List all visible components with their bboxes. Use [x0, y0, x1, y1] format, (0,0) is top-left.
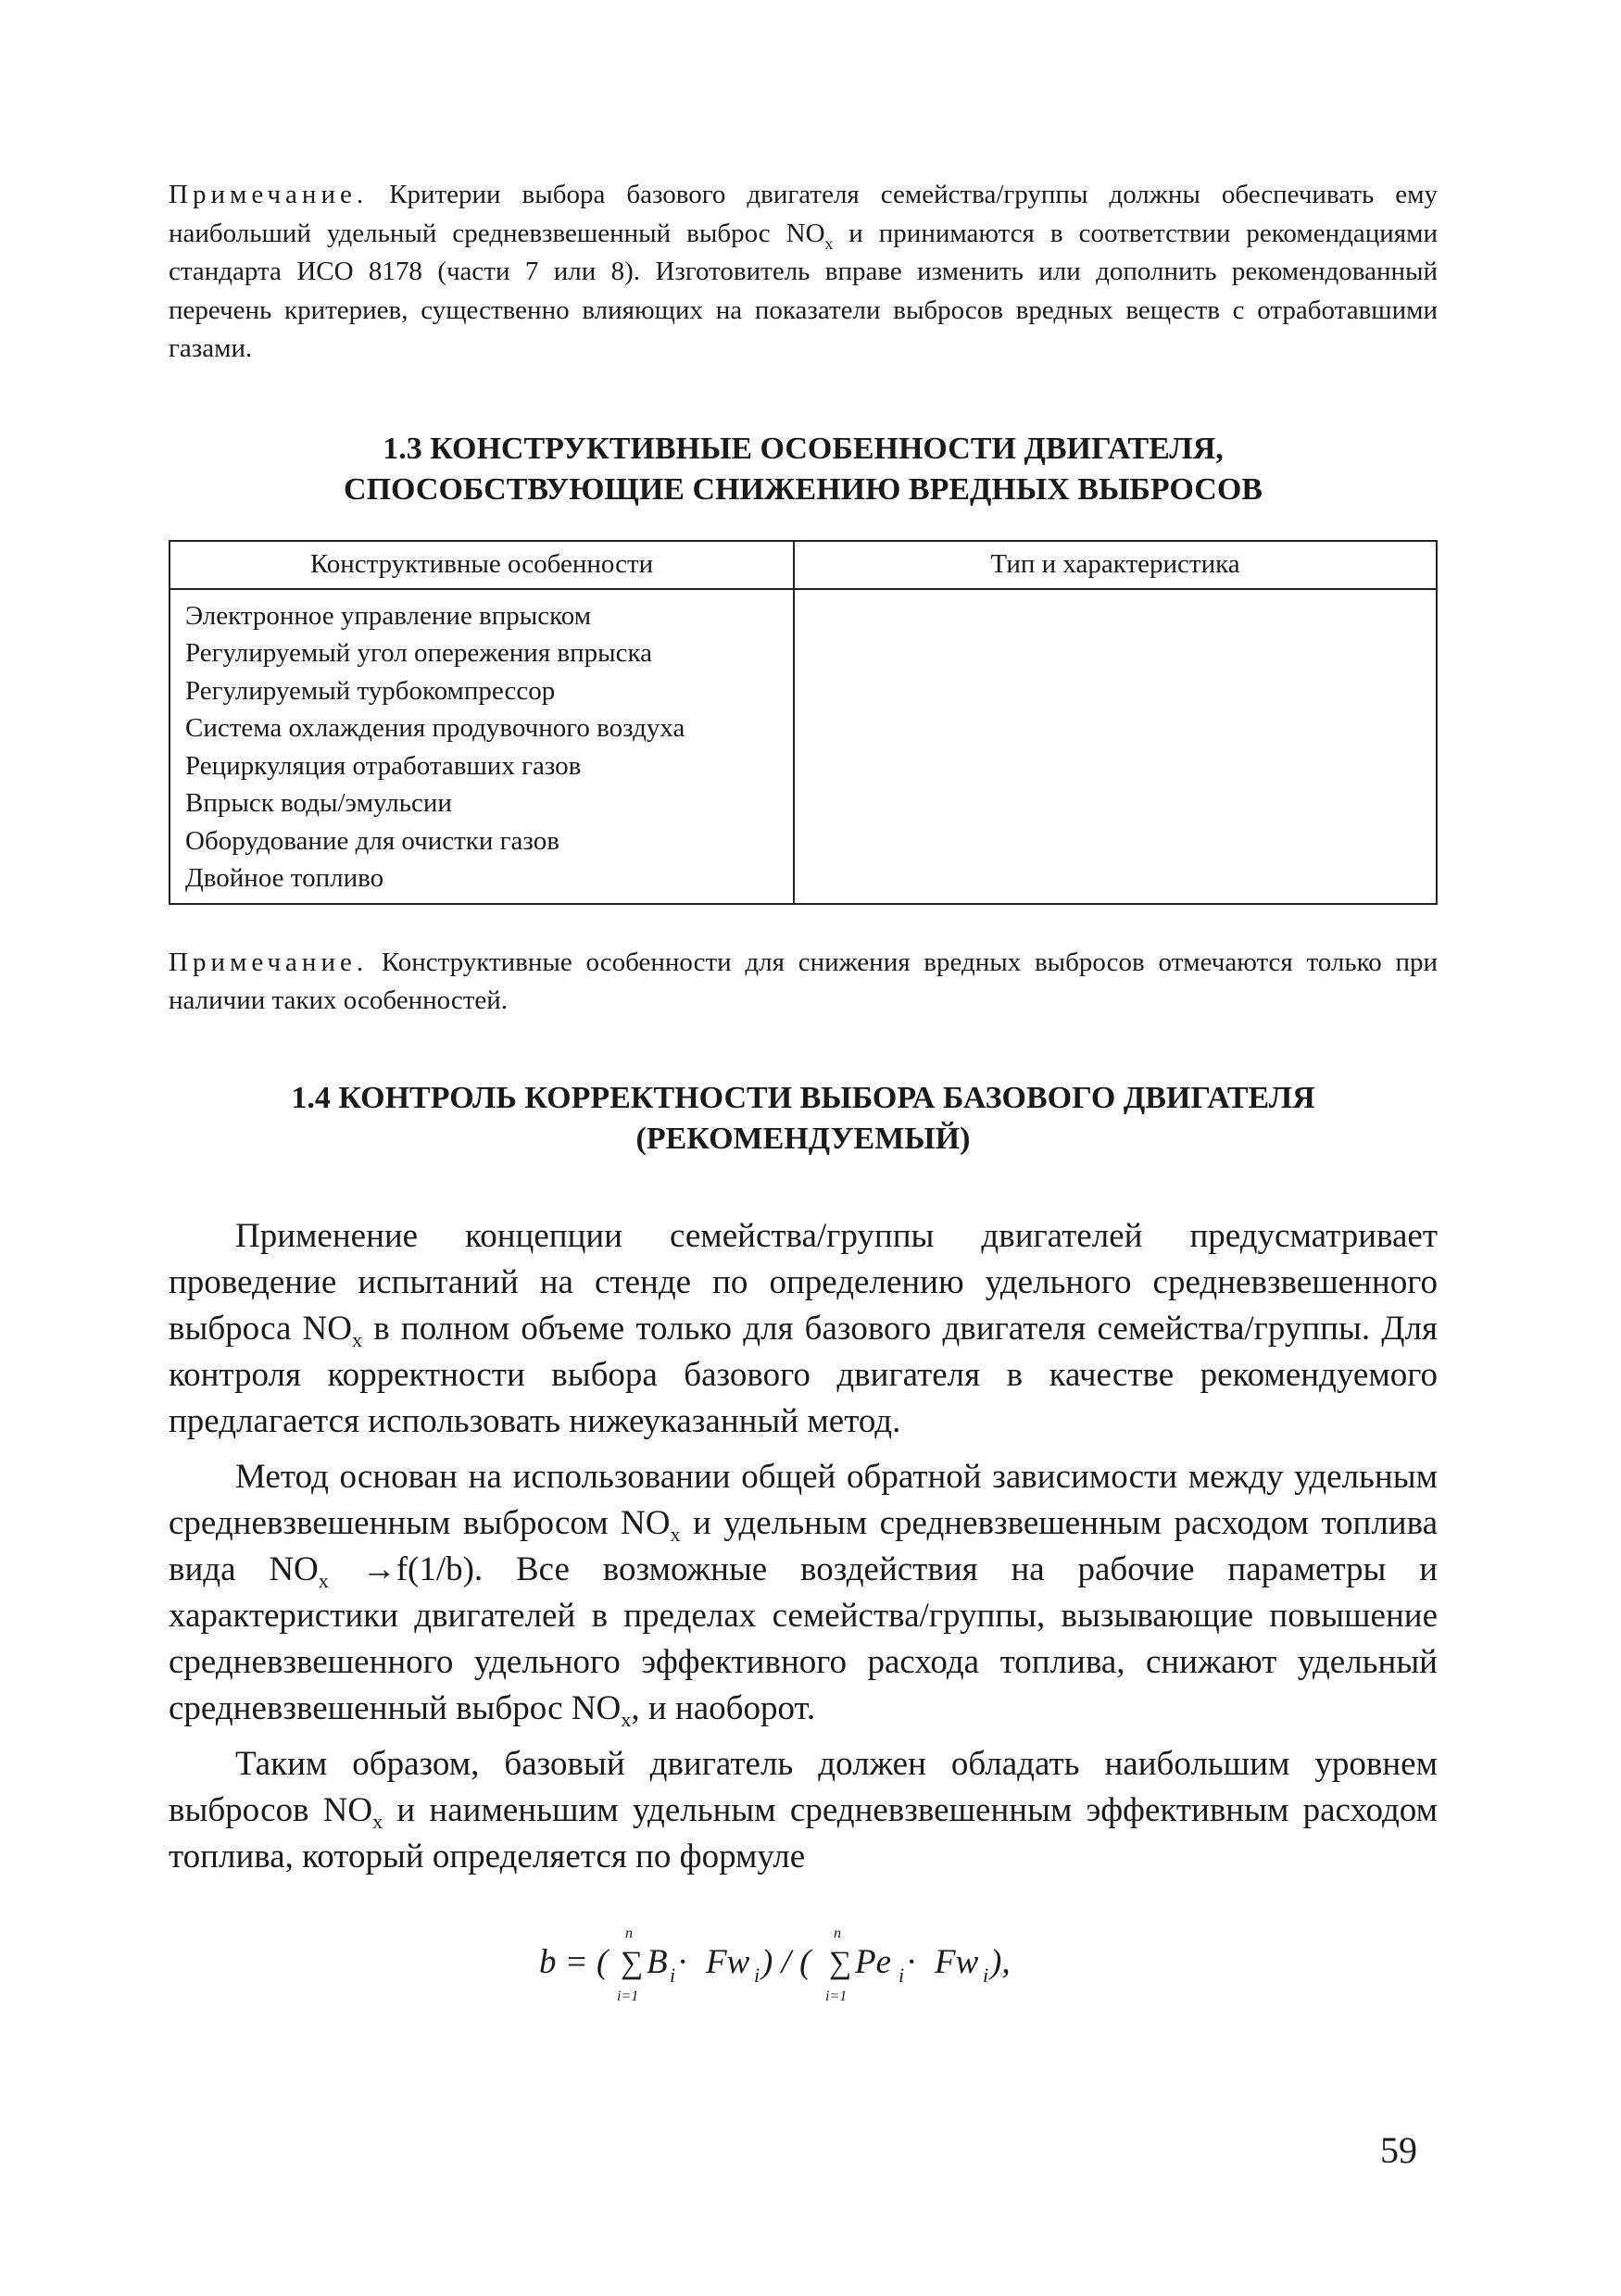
feature-item: Система охлаждения продувочного воздуха [185, 713, 685, 743]
formula-index: i [898, 1963, 905, 1987]
note-lead: Примечание. [169, 947, 369, 977]
document-page [169, 176, 1438, 2010]
formula-dot: · [678, 1942, 687, 1981]
sum-upper-limit: n [834, 1925, 841, 1941]
note-text: Конструктивные особенности для снижения вредных выбросов отмечаются только при наличии таких особенностей. [169, 947, 1438, 1015]
text-run: Метод основан на использовании общей обратной зависимости между удельным средневзвешенным выбросом NO [169, 1457, 1438, 1542]
note-text-part: и принимаются в соответствии рекомендациями стандарта ИСО 8178 (части 7 или 8). Изготовитель вправе изменить или дополнить рекомендованный перечень критериев, существенно влияющих на показатели выбросов вредных веществ с отработавшими газами. [169, 218, 1438, 363]
formula-term-pe: Pe [855, 1942, 892, 1981]
formula-svg [539, 1917, 1058, 2010]
heading-line: СПОСОБСТВУЮЩИЕ СНИЖЕНИЮ ВРЕДНЫХ ВЫБРОСОВ [344, 471, 1263, 507]
feature-item: Рециркуляция отработавших газов [185, 750, 582, 781]
heading-line: 1.3 КОНСТРУКТИВНЫЕ ОСОБЕННОСТИ ДВИГАТЕЛЯ, [383, 431, 1224, 466]
subscript-x: x [372, 1809, 383, 1833]
formula-dot: · [907, 1942, 916, 1981]
subscript-x: x [824, 233, 834, 253]
sum-symbol: ∑ [829, 1945, 852, 1980]
feature-item: Двойное топливо [185, 863, 384, 893]
note-lead: Примечание. [169, 180, 369, 209]
formula-lhs: b = ( [539, 1942, 609, 1981]
subscript-x: x [670, 1522, 681, 1546]
text-run: и наименьшим удельным средневзвешенным эффективным расходом топлива, который определяется по формуле [169, 1790, 1438, 1876]
note-text-part: Критерии выбора базового двигателя семейства/группы должны обеспечивать ему наибольший удельный средневзвешенный выброс NO [169, 180, 1438, 248]
page-number: 59 [1380, 2129, 1417, 2171]
column-header-type: Тип и характеристика [794, 541, 1437, 589]
feature-item: Регулируемый угол опережения впрыска [185, 638, 652, 668]
heading-line: (РЕКОМЕНДУЕМЫЙ) [635, 1121, 971, 1156]
formula-index: i [670, 1963, 676, 1987]
table-row [170, 589, 1437, 904]
features-cell [170, 589, 794, 904]
design-features-table [169, 540, 1438, 905]
sum-upper-limit: n [625, 1925, 633, 1941]
subscript-x: x [318, 1568, 329, 1592]
formula-fw: Fw [706, 1942, 750, 1981]
text-run: и удельным средневзвешенным расходом топлива вида NO [169, 1503, 1439, 1588]
formula-mid: ) / ( [761, 1942, 811, 1981]
sum-lower-limit: i=1 [825, 1988, 848, 2004]
feature-item: Электронное управление впрыском [185, 600, 592, 631]
type-cell [794, 589, 1437, 904]
section-heading-1-4 [169, 1078, 1438, 1160]
text-run: , и наоборот. [631, 1688, 816, 1727]
feature-item: Впрыск воды/эмульсии [185, 788, 452, 818]
column-header-features: Конструктивные особенности [170, 541, 794, 589]
body-paragraph [169, 1454, 1438, 1732]
feature-item: Оборудование для очистки газов [185, 825, 559, 856]
table-header-row [170, 541, 1437, 589]
formula-fw: Fw [935, 1942, 979, 1981]
text-run: в полном объеме только для базового двигателя семейства/группы. Для контроля корректности выбора базового двигателя в качестве рекомендуемого предлагается использовать нижеуказанный метод. [169, 1309, 1438, 1440]
note-criteria [169, 176, 1438, 369]
sum-lower-limit: i=1 [617, 1988, 639, 2004]
text-run: Применение концепции семейства/группы двигателей предусматривает проведение испытаний на стенде по определению удельного средневзвешенного выброса NO [169, 1216, 1438, 1348]
text-run: Таким образом, базовый двигатель должен обладать наибольшим уровнем выбросов NO [169, 1744, 1438, 1829]
note-features [169, 944, 1438, 1021]
formula-end: ), [990, 1942, 1011, 1981]
body-paragraph [169, 1741, 1438, 1880]
heading-line: 1.4 КОНТРОЛЬ КОРРЕКТНОСТИ ВЫБОРА БАЗОВОГО ДВИГАТЕЛЯ [291, 1080, 1315, 1115]
text-run: →f(1/b). Все возможные воздействия на рабочие параметры и характеристики двигателей в пределах семейства/группы, вызывающие повышение средневзвешенного удельного эффективного расхода топлива, снижают удельный средневзвешенный выброс NO [169, 1549, 1438, 1727]
formula-term-b: B [647, 1942, 668, 1981]
subscript-x: x [352, 1327, 363, 1351]
feature-item: Регулируемый турбокомпрессор [185, 675, 556, 706]
fuel-consumption-formula [169, 1917, 1438, 2010]
section-heading-1-3 [169, 429, 1438, 510]
body-paragraph [169, 1213, 1438, 1445]
formula-index: i [754, 1963, 760, 1987]
subscript-x: x [621, 1707, 632, 1731]
formula-index: i [983, 1963, 989, 1987]
sum-symbol: ∑ [621, 1945, 644, 1980]
